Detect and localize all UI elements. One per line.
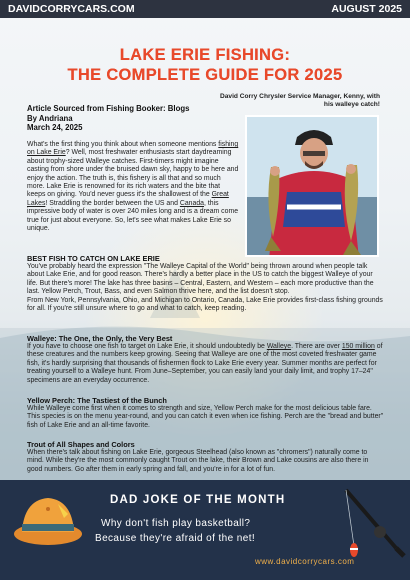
page-title-line-1: LAKE ERIE FISHING: bbox=[119, 46, 291, 64]
dad-joke-title: DAD JOKE OF THE MONTH bbox=[110, 494, 286, 506]
dad-joke-answer: Because they're afraid of the net! bbox=[95, 533, 256, 544]
trout-heading: Trout of All Shapes and Colors bbox=[27, 440, 135, 449]
dad-joke-question: Why don't fish play basketball? bbox=[101, 518, 251, 529]
trout-paragraph: When there's talk about fishing on Lake Erie, gorgeous Steelhead (also known as "chromers") naturally come to mind. While they're the most commonly caught Trout on the lake, their Brown and Lake cousins are also there in good numbers. Go after them in early spring and fall, and you're in for a lot of fun. bbox=[27, 449, 369, 473]
page-title-line-2: THE COMPLETE GUIDE FOR 2025 bbox=[67, 66, 343, 84]
intro-paragraph bbox=[27, 141, 239, 233]
best-fish-paragraph-2: From New York, Pennsylvania, Ohio, and Michigan to Ontario, Canada, Lake Erie provides first-class fishing grounds for all. If you're still unsure where to go and what to catch, keep reading. bbox=[27, 297, 383, 313]
intro-text: ! Straddling the border between the US and bbox=[45, 199, 180, 207]
fishing-on-lake-erie-link[interactable]: fishing on Lake Erie bbox=[27, 141, 239, 157]
walleye-catch-photo bbox=[245, 115, 379, 257]
150-million-link[interactable]: 150 million bbox=[341, 343, 375, 350]
walleye-text: If you have to choose one fish to target on Lake Erie, it should undoubtedly be bbox=[27, 343, 267, 350]
website-link[interactable]: www.davidcorrycars.com bbox=[255, 557, 355, 566]
canada-link[interactable]: Canada bbox=[179, 199, 204, 207]
yellow-perch-heading: Yellow Perch: The Tastiest of the Bunch bbox=[27, 396, 167, 405]
yellow-perch-paragraph: While Walleye come first when it comes to strength and size, Yellow Perch make for the most delicious table fare. This species is on the menu year-round, and you can catch it even when ice fishing. Perch are the "bread and butter" fish of Lake Erie and an all-time favorite. bbox=[27, 405, 384, 429]
walleye-paragraph bbox=[27, 343, 384, 385]
intro-text: , this impressive body of water is over 240 miles long and is a dream come true for just about everyone. So, let's see what makes Lake Erie so unique. bbox=[27, 199, 239, 233]
walleye-heading: Walleye: The One, the Only, the Very Best bbox=[27, 334, 173, 343]
fishing-hat-icon bbox=[8, 484, 88, 564]
best-fish-paragraph-1: You've probably heard the expression "The Walleye Capital of the World" being thrown around when people talk about Lake Erie, and for good reason. There's hardly a better place in the US to catch the biggest Walleye of your life. But there's more! The lake has three basins – Central, Eastern, and Western – each more productive than the last. Yellow Perch, Trout, Bass, and even Salmon thrive here, and the list doesn't stop. bbox=[27, 263, 374, 296]
article-meta bbox=[27, 104, 189, 133]
article-date: March 24, 2025 bbox=[27, 123, 83, 132]
great-lakes-link[interactable]: Great Lakes bbox=[27, 191, 229, 207]
site-name[interactable]: DAVIDCORRYCARS.COM bbox=[8, 3, 135, 15]
photo-caption: David Corry Chrysler Service Manager, Kenny, with his walleye catch! bbox=[219, 93, 380, 108]
intro-text: ? Well, most freshwater enthusiasts start daydreaming about trophy-sized Walleye catches. First-timers might imagine casting from shore under the bruised dawn sky, happy to be here and enjoy the action. The truth is, this fishery is all that and so much more. Lake Erie is renowned for its rich waters and the bite that keeps on giving. You'd never guess it's the shallowest of the bbox=[27, 149, 239, 199]
issue-date: AUGUST 2025 bbox=[331, 3, 402, 15]
top-bar bbox=[0, 0, 410, 18]
walleye-link[interactable]: Walleye bbox=[266, 343, 292, 350]
best-fish-heading: BEST FISH TO CATCH ON LAKE ERIE bbox=[27, 254, 160, 263]
article-source: Article Sourced from Fishing Booker: Blogs bbox=[27, 104, 190, 113]
article-author: By Andriana bbox=[27, 113, 73, 123]
walleye-text: . There are over bbox=[291, 343, 342, 350]
walleye-text: of these creatures and the numbers keep growing. Seeing that Walleye are one of the most coveted freshwater game fish, it's hardly surprising that thousands of fishermen flock to Lake Erie every year. Summer months are perfect for treating yourself to a Walleye hunt. From June–September, you can easily land your daily limit, and trophy 17–24" specimens are an everyday occurrence. bbox=[27, 343, 383, 384]
intro-text: What's the first thing you think about when someone mentions bbox=[27, 141, 219, 148]
